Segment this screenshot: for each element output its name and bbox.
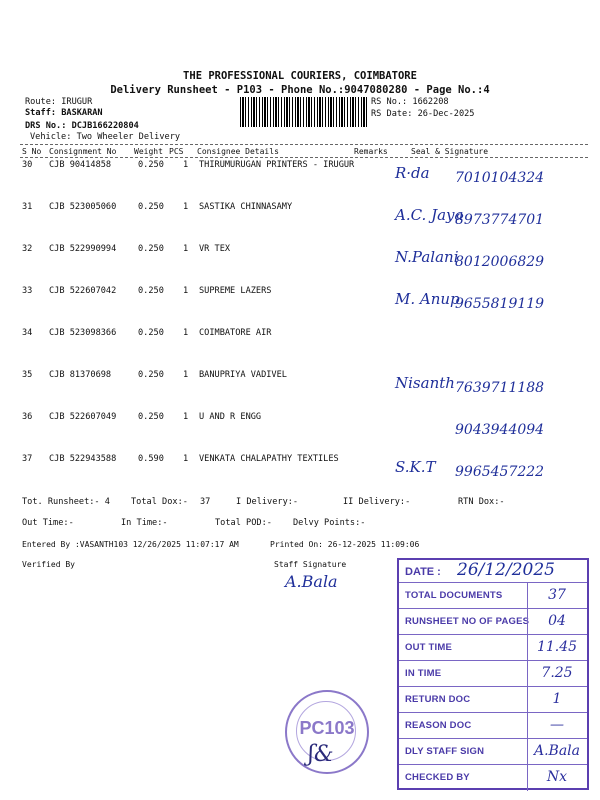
row-sno: 31 <box>22 202 33 212</box>
row-consignment: CJB 522943588 <box>49 454 117 464</box>
row-consignee: SASTIKA CHINNASAMY <box>199 202 293 212</box>
stamp-row-value-cell <box>527 661 586 687</box>
stamp-row-value-cell <box>527 765 586 791</box>
divider <box>20 144 588 145</box>
row-consignee: VR TEX <box>199 244 231 254</box>
table-row <box>0 328 600 342</box>
stamp-date-value: 26/12/2025 <box>457 560 555 580</box>
in-time: In Time:- <box>121 518 168 528</box>
col-pcs: PCS <box>169 147 184 156</box>
col-consignee: Consignee Details <box>197 147 279 156</box>
stamp-row-value-cell <box>527 609 586 635</box>
rs-date: RS Date: 26-Dec-2025 <box>371 109 475 119</box>
row-consignee: U AND R ENGG <box>199 412 262 422</box>
signature-handwriting: R·da <box>395 164 430 182</box>
route: Route: IRUGUR <box>25 97 93 107</box>
stamp-row-value-cell <box>527 739 586 765</box>
row-sno: 34 <box>22 328 33 338</box>
printed-on: Printed On: 26-12-2025 11:09:06 <box>270 540 420 549</box>
row-consignment: CJB 523098366 <box>49 328 117 338</box>
row-pcs: 1 <box>183 370 189 380</box>
row-sno: 32 <box>22 244 33 254</box>
stamp-row-value: Nx <box>546 769 568 785</box>
vehicle: Vehicle: Two Wheeler Delivery <box>30 132 181 142</box>
stamp-row-label: OUT TIME <box>405 642 452 653</box>
rs-number: RS No.: 1662208 <box>371 97 449 107</box>
row-consignment: CJB 522607049 <box>49 412 117 422</box>
row-pcs: 1 <box>183 412 189 422</box>
row-pcs: 1 <box>183 328 189 338</box>
phone-handwriting: 8973774701 <box>455 212 545 228</box>
stamp-row <box>399 582 587 609</box>
row-weight: 0.250 <box>138 202 164 212</box>
row-pcs: 1 <box>183 244 189 254</box>
row-weight: 0.250 <box>138 412 164 422</box>
row-sno: 30 <box>22 160 33 170</box>
phone-handwriting: 9965457222 <box>455 464 545 480</box>
total-dox-label: Total Dox:- <box>131 497 188 507</box>
phone-handwriting: 9655819119 <box>455 296 545 312</box>
stamp-row-value: 1 <box>552 691 562 707</box>
delivery-stamp <box>397 558 589 790</box>
i-delivery: I Delivery:- <box>236 497 299 507</box>
col-remarks: Remarks <box>354 147 388 156</box>
row-consignee: VENKATA CHALAPATHY TEXTILES <box>199 454 339 464</box>
stamp-signature: ʃ& <box>308 742 334 767</box>
company-title: THE PROFESSIONAL COURIERS, COIMBATORE <box>183 70 417 82</box>
signature-handwriting: S.K.T <box>395 458 436 476</box>
phone-handwriting: 7639711188 <box>455 380 545 396</box>
drs-number: DRS No.: DCJB166220804 <box>25 121 139 131</box>
row-consignment: CJB 523005060 <box>49 202 117 212</box>
ii-delivery: II Delivery:- <box>343 497 411 507</box>
stamp-row-value-cell <box>527 713 586 739</box>
stamp-row-label: IN TIME <box>405 668 442 679</box>
row-sno: 35 <box>22 370 33 380</box>
col-weight: Weight <box>134 147 163 156</box>
stamp-row <box>399 738 587 765</box>
row-weight: 0.250 <box>138 160 164 170</box>
stamp-row-label: RUNSHEET NO OF PAGES <box>405 616 530 627</box>
phone-handwriting: 7010104324 <box>455 170 545 186</box>
col-consignment: Consignment No <box>49 147 117 156</box>
stamp-row <box>399 634 587 661</box>
stamp-row <box>399 660 587 687</box>
row-consignment: CJB 522607042 <box>49 286 117 296</box>
col-sno: S No <box>22 147 42 156</box>
row-sno: 37 <box>22 454 33 464</box>
row-consignment: CJB 522990994 <box>49 244 117 254</box>
row-sno: 36 <box>22 412 33 422</box>
stamp-row-value-cell <box>527 687 586 713</box>
total-pod: Total POD:- <box>215 518 272 528</box>
row-consignment: CJB 81370698 <box>49 370 112 380</box>
divider <box>20 157 588 158</box>
row-pcs: 1 <box>183 160 189 170</box>
total-runsheet: Tot. Runsheet:- 4 <box>22 497 110 507</box>
rtn-dox: RTN Dox:- <box>458 497 505 507</box>
barcode <box>240 97 368 127</box>
row-consignment: CJB 90414858 <box>49 160 112 170</box>
stamp-row-value: 11.45 <box>536 639 578 655</box>
phone-handwriting: 8012006829 <box>455 254 545 270</box>
stamp-row-label: DLY STAFF SIGN <box>405 746 485 757</box>
signature-handwriting: Nisanth <box>395 374 455 392</box>
stamp-row-value: 04 <box>548 613 566 629</box>
total-dox-value: 37 <box>200 497 211 507</box>
delvy-points: Delvy Points:- <box>293 518 366 528</box>
row-pcs: 1 <box>183 202 189 212</box>
pc103-stamp-text: PC103 <box>299 718 355 738</box>
entered-by: Entered By :VASANTH103 12/26/2025 11:07:17 AM <box>22 540 239 549</box>
stamp-row-value: — <box>550 717 564 733</box>
out-time: Out Time:- <box>22 518 74 528</box>
stamp-row-label: TOTAL DOCUMENTS <box>405 590 503 601</box>
row-consignee: THIRUMURUGAN PRINTERS - IRUGUR <box>199 160 355 170</box>
row-weight: 0.250 <box>138 370 164 380</box>
row-consignee: COIMBATORE AIR <box>199 328 272 338</box>
stamp-row-label: CHECKED BY <box>405 772 470 783</box>
stamp-row-value: A.Bala <box>533 743 581 759</box>
stamp-row <box>399 608 587 635</box>
stamp-row-label: RETURN DOC <box>405 694 471 705</box>
staff-signature-label: Staff Signature <box>274 560 347 569</box>
stamp-row-value-cell <box>527 583 586 609</box>
signature-handwriting: M. Anup <box>395 290 460 308</box>
stamp-row-value: 37 <box>548 587 566 603</box>
stamp-row <box>399 764 587 791</box>
stamp-row <box>399 686 587 713</box>
staff-signature: A.Bala <box>285 572 338 591</box>
stamp-row-label: REASON DOC <box>405 720 472 731</box>
row-consignee: BANUPRIYA VADIVEL <box>199 370 287 380</box>
row-weight: 0.250 <box>138 328 164 338</box>
verified-by: Verified By <box>22 560 75 569</box>
runsheet-subtitle: Delivery Runsheet - P103 - Phone No.:9047080280 - Page No.:4 <box>110 84 490 96</box>
row-weight: 0.590 <box>138 454 164 464</box>
row-pcs: 1 <box>183 286 189 296</box>
signature-handwriting: N.Palani <box>395 248 459 266</box>
signature-handwriting: A.C. Jaya <box>395 206 464 224</box>
row-weight: 0.250 <box>138 244 164 254</box>
staff: Staff: BASKARAN <box>25 108 103 118</box>
stamp-row <box>399 712 587 739</box>
col-seal: Seal & Signature <box>411 147 489 156</box>
stamp-row-value: 7.25 <box>541 665 573 681</box>
stamp-date-label: DATE : <box>405 566 441 578</box>
row-pcs: 1 <box>183 454 189 464</box>
row-weight: 0.250 <box>138 286 164 296</box>
row-sno: 33 <box>22 286 33 296</box>
stamp-row-value-cell <box>527 635 586 661</box>
phone-handwriting: 9043944094 <box>455 422 545 438</box>
row-consignee: SUPREME LAZERS <box>199 286 272 296</box>
